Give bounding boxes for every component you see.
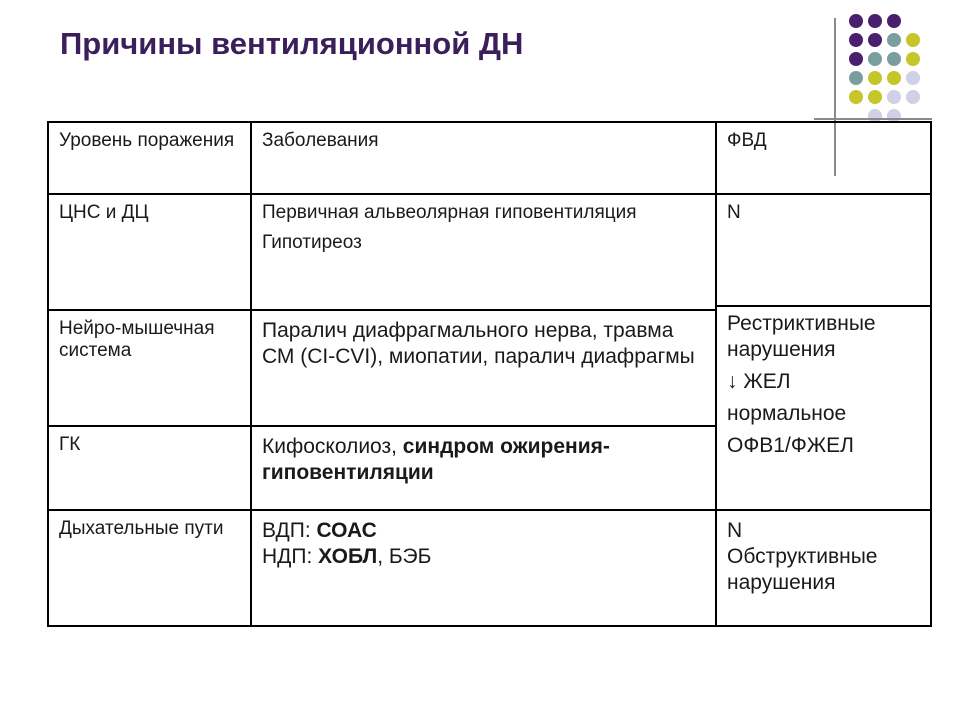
fvd-cell-merged bbox=[716, 194, 931, 510]
decorative-dot bbox=[849, 33, 863, 47]
fvd-normal: N bbox=[727, 202, 741, 223]
header-level: Уровень поражения bbox=[48, 122, 251, 194]
row-level: ЦНС и ДЦ bbox=[48, 194, 251, 310]
fvd-vc-down: ↓ ЖЕЛ bbox=[727, 370, 791, 393]
fvd-restrictive-title: Рестриктивные нарушения bbox=[727, 312, 876, 361]
row-level: Дыхательные пути bbox=[48, 510, 251, 626]
decorative-dot bbox=[887, 52, 901, 66]
table-row bbox=[48, 194, 931, 310]
decorative-dot bbox=[887, 14, 901, 28]
row-level: ГК bbox=[48, 426, 251, 510]
fvd-fev1-fvc: ОФВ1/ФЖЕЛ bbox=[727, 434, 854, 457]
decorative-dot bbox=[906, 33, 920, 47]
row-diseases bbox=[251, 194, 716, 310]
decorative-dot bbox=[868, 52, 882, 66]
decorative-dot bbox=[868, 33, 882, 47]
upper-airways bbox=[262, 518, 705, 544]
decorative-dot bbox=[849, 14, 863, 28]
decorative-dot bbox=[849, 90, 863, 104]
upper-bold: СОАС bbox=[316, 519, 377, 542]
lower-suffix: , БЭБ bbox=[377, 545, 432, 568]
fvd-normal-label: нормальное bbox=[727, 402, 847, 425]
decorative-dot bbox=[868, 14, 882, 28]
decorative-dot bbox=[906, 71, 920, 85]
table-row bbox=[48, 510, 931, 626]
decorative-dot bbox=[887, 33, 901, 47]
fvd-obstructive bbox=[716, 510, 931, 626]
header-fvd: ФВД bbox=[716, 122, 931, 194]
decorative-dot bbox=[868, 71, 882, 85]
lower-airways bbox=[262, 544, 705, 570]
page-title: Причины вентиляционной ДН bbox=[60, 26, 524, 61]
disease-text: Гипотиреоз bbox=[262, 232, 362, 253]
lower-prefix: НДП: bbox=[262, 545, 319, 568]
upper-prefix: ВДП: bbox=[262, 519, 317, 542]
fvd-restrictive bbox=[717, 305, 930, 459]
row-diseases bbox=[251, 510, 716, 626]
decorative-dot bbox=[849, 52, 863, 66]
decorative-dot bbox=[906, 52, 920, 66]
row-diseases bbox=[251, 426, 716, 510]
disease-bold: синдром ожирения-гиповентиляции bbox=[262, 435, 610, 484]
fvd-obstructive-label: Обструктивные нарушения bbox=[727, 545, 878, 594]
disease-text: Первичная альвеолярная гиповентиляция bbox=[262, 202, 637, 223]
decorative-horizontal-line bbox=[814, 118, 932, 120]
decorative-dot bbox=[906, 90, 920, 104]
disease-plain: Кифосколиоз, bbox=[262, 435, 403, 458]
decorative-dot bbox=[887, 71, 901, 85]
decorative-dot bbox=[849, 71, 863, 85]
header-diseases: Заболевания bbox=[251, 122, 716, 194]
decorative-dot bbox=[887, 90, 901, 104]
decorative-dot bbox=[868, 90, 882, 104]
table-header-row bbox=[48, 122, 931, 194]
fvd-obstructive-n: N bbox=[727, 519, 743, 542]
lower-bold: ХОБЛ bbox=[318, 545, 378, 568]
causes-table bbox=[47, 121, 932, 627]
row-diseases: Паралич диафрагмального нерва, травма СМ (CI-CVI), миопатии, паралич диафрагмы bbox=[251, 310, 716, 426]
row-level: Нейро-мышечная система bbox=[48, 310, 251, 426]
